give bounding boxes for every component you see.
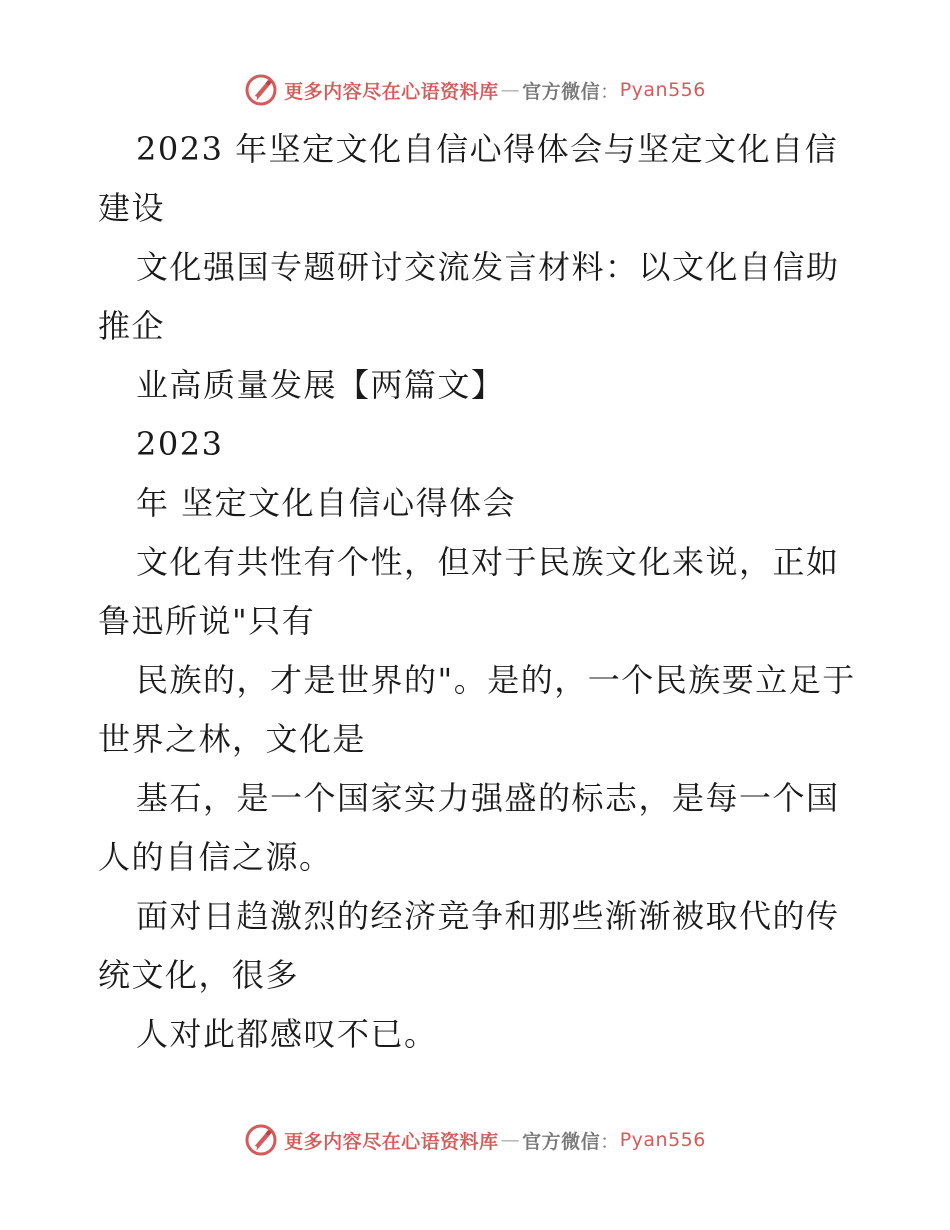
watermark-colon: ：: [600, 1130, 620, 1153]
paragraph-body: 面对日趋激烈的经济竞争和那些渐渐被取代的传统文化，很多: [98, 897, 840, 994]
pen-circle-icon: [244, 73, 278, 107]
watermark-colon: ：: [600, 80, 620, 103]
paragraph-subtitle-cont: 业高质量发展【两篇文】: [136, 366, 505, 404]
pen-circle-icon: [244, 1123, 278, 1157]
footer-watermark: [0, 1120, 950, 1160]
watermark-official: 官方微信: [522, 80, 601, 103]
watermark-separator: —: [500, 1129, 521, 1151]
watermark-separator: —: [500, 79, 521, 101]
paragraph-title: 2023 年坚定文化自信心得体会与坚定文化自信建设: [98, 130, 839, 227]
paragraph-body: 人对此都感叹不已。: [136, 1015, 438, 1053]
paragraph-body: 基石，是一个国家实力强盛的标志，是每一个国人的自信之源。: [98, 779, 840, 876]
watermark-text: 更多内容尽在心语资料库: [284, 80, 499, 103]
header-watermark: [0, 70, 950, 110]
paragraph-section-heading: 年 坚定文化自信心得体会: [136, 484, 517, 522]
paragraph-body: 文化有共性有个性，但对于民族文化来说，正如鲁迅所说"只有: [98, 543, 840, 640]
paragraph-body: 民族的，才是世界的"。是的，一个民族要立足于世界之林，文化是: [98, 661, 856, 758]
paragraph-subtitle: 文化强国专题研讨交流发言材料：以文化自信助推企: [98, 248, 840, 345]
watermark-wechat-id: Pyan556: [619, 1129, 706, 1151]
watermark-text: 更多内容尽在心语资料库: [284, 1130, 499, 1153]
paragraph-year: 2023: [136, 425, 224, 463]
document-body: [98, 120, 858, 1064]
watermark-official: 官方微信: [522, 1130, 601, 1153]
watermark-wechat-id: Pyan556: [619, 79, 706, 101]
